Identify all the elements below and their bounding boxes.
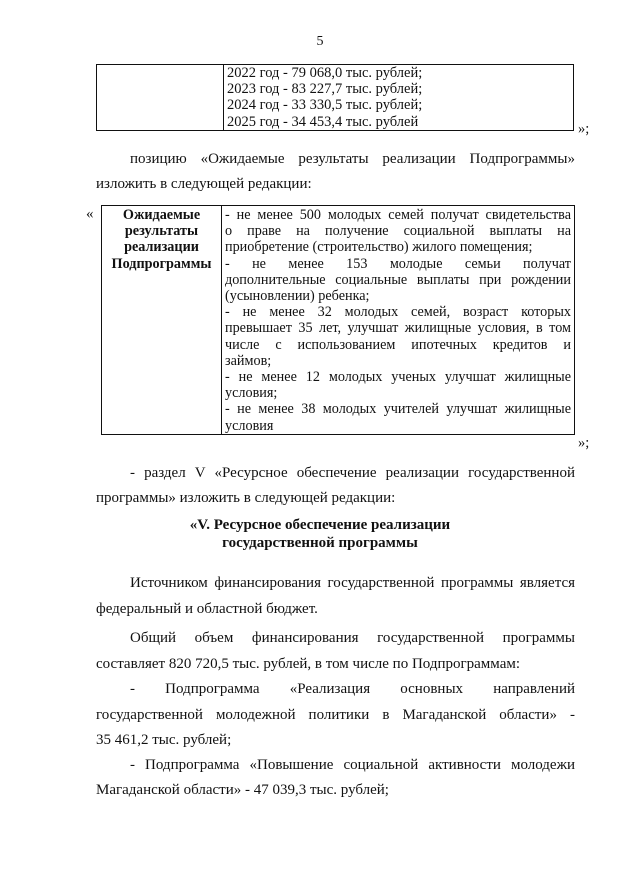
position-instruction-line2: изложить в следующей редакции: (96, 176, 312, 192)
page-number: 5 (316, 34, 324, 49)
label-line: реализации (124, 239, 199, 256)
result-line: (усыновлении) ребенка; (225, 288, 370, 305)
total-line1: Общий объем финансирования государственной программы (130, 630, 575, 646)
result-line: - не менее 32 молодых семей, возраст которых (225, 304, 571, 321)
result-line: займов; (225, 352, 272, 369)
sources-line2: федеральный и областной бюджет. (96, 601, 318, 617)
result-line: - не менее 38 молодых учителей улучшат жилищные (225, 401, 571, 418)
label-line: результаты (124, 223, 199, 240)
result-line: условия (225, 417, 274, 434)
table2-closing-quote: »; (578, 435, 590, 451)
funding-years-table (96, 64, 574, 131)
table2-opening-quote: « (86, 206, 94, 222)
funding-year-2023: 2023 год - 83 227,7 тыс. рублей; (227, 81, 423, 98)
label-line: Подпрограммы (111, 255, 212, 272)
subprogram1-line1: - Подпрограмма «Реализация основных направлений (130, 681, 575, 697)
expected-results-content-cell (222, 206, 575, 435)
total-line2: составляет 820 720,5 тыс. рублей, в том числе по Подпрограммам: (96, 656, 521, 672)
funding-year-2025: 2025 год - 34 453,4 тыс. рублей (227, 113, 419, 130)
position-instruction-line1: позицию «Ожидаемые результаты реализации Подпрограммы» (130, 151, 575, 167)
result-line: - не менее 500 молодых семей получат свидетельства (225, 207, 571, 223)
expected-results-table (101, 205, 575, 435)
subprogram2-line1: - Подпрограмма «Повышение социальной активности молодежи (130, 757, 575, 773)
result-line: - не менее 153 молодые семьи получат (225, 255, 571, 272)
result-line: условия; (225, 385, 278, 402)
funding-table-label-cell (97, 65, 224, 131)
table1-closing-quote: »; (578, 121, 590, 137)
funding-table-values-cell (224, 65, 574, 131)
result-line: о праве на получение социальной выплаты на (225, 223, 571, 240)
section-heading-line1: «V. Ресурсное обеспечение реализации (189, 517, 451, 533)
expected-results-label-cell (102, 206, 222, 435)
label-line: Ожидаемые (122, 207, 201, 223)
result-line: приобретение (строительство) жилого помещения; (225, 239, 533, 256)
sources-line1: Источником финансирования государственной программы является (130, 575, 575, 591)
subprogram1-line2: государственной молодежной политики в Магаданской области» - (96, 707, 575, 723)
section-heading-line2: государственной программы (222, 535, 418, 551)
result-line: дополнительные социальные выплаты при рождении (225, 271, 571, 288)
funding-year-2022: 2022 год - 79 068,0 тыс. рублей; (227, 65, 423, 81)
result-line: - не менее 12 молодых ученых улучшат жилищные (225, 369, 571, 386)
result-line: превышает 35 лет, улучшат жилищные условия, в том (225, 320, 571, 337)
result-line: числе с использованием ипотечных кредитов и (225, 336, 571, 353)
subprogram1-line3: 35 461,2 тыс. рублей; (96, 732, 232, 748)
subprogram2-line2: Магаданской области» - 47 039,3 тыс. рублей; (96, 782, 389, 798)
section-instruction-line2: программы» изложить в следующей редакции: (96, 490, 396, 506)
section-instruction-line1: - раздел V «Ресурсное обеспечение реализации государственной (130, 465, 575, 481)
funding-year-2024: 2024 год - 33 330,5 тыс. рублей; (227, 97, 423, 114)
